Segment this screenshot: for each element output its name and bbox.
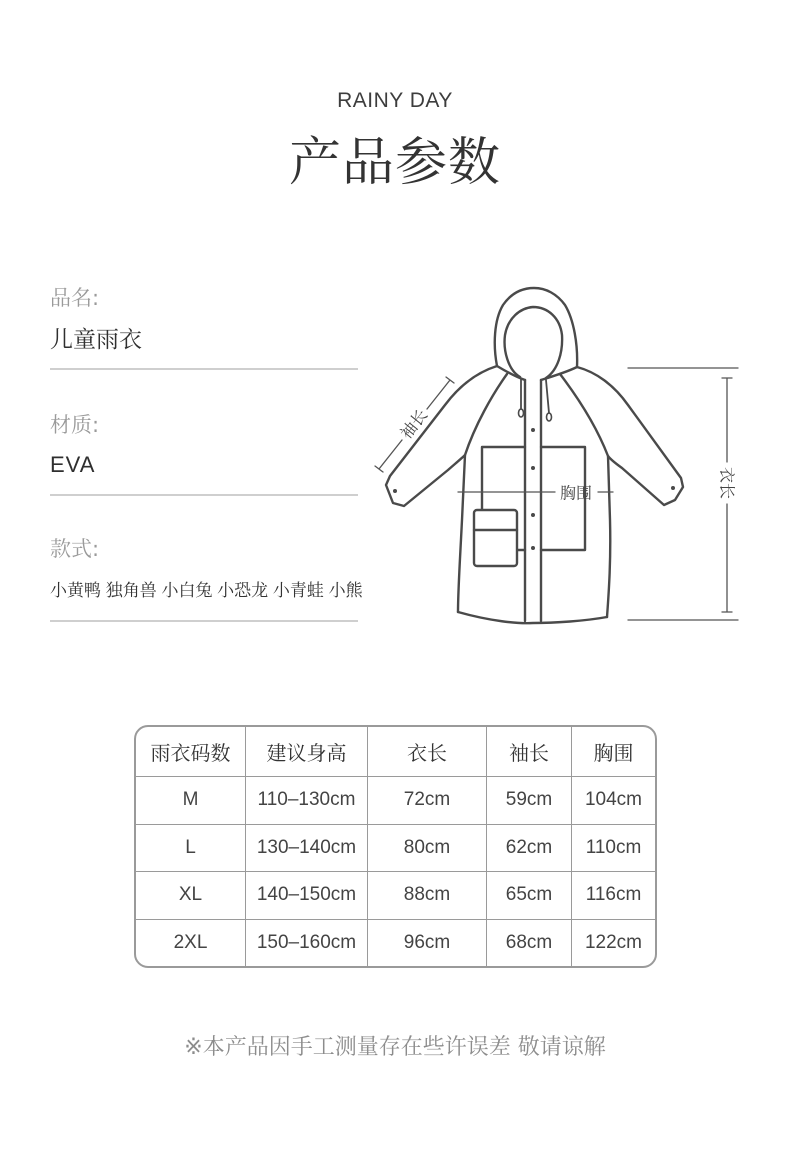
eyebrow-text: RAINY DAY [337,89,453,112]
cell-sleeve: 68cm [486,920,571,967]
sleeve-length-label: 袖长 [396,405,432,443]
table-row [136,871,655,919]
cell-size: L [185,836,196,858]
cell-height: 130–140cm [245,825,367,872]
cell-chest: 122cm [571,920,655,967]
button-dot [531,466,535,470]
cell-height: 110–130cm [245,777,367,824]
cell-length: 96cm [367,920,486,967]
side-pocket [474,510,517,566]
table-header-row [136,727,655,776]
collar-line [497,366,577,380]
cell-sleeve: 62cm [486,825,571,872]
cell-chest: 110cm [571,825,655,872]
left-sleeve-and-body [386,366,497,612]
column-header-height: 建议身高 [245,727,367,776]
column-header-size: 雨衣码数 [150,741,231,765]
spec-value-name: 儿童雨衣 [50,326,142,352]
hood-opening [505,307,563,378]
table-row [136,919,655,967]
cell-chest: 116cm [571,872,655,919]
spec-label-material: 材质: [50,413,100,437]
raincoat-diagram [370,280,745,640]
right-sleeve-and-body [577,367,683,617]
cell-sleeve: 65cm [486,872,571,919]
hem-line [458,612,607,623]
button-dot [531,546,535,550]
cell-length: 72cm [367,777,486,824]
spec-value-material: EVA [50,452,96,477]
size-table [134,725,657,968]
divider [50,494,358,496]
divider [50,368,358,370]
cuff-dot [393,489,397,493]
column-header-sleeve: 袖长 [486,727,571,776]
page-title: 产品参数 [288,133,501,193]
front-placket [525,380,541,621]
cuff-dot [671,486,675,490]
cell-length: 80cm [367,825,486,872]
cell-height: 140–150cm [245,872,367,919]
column-header-length: 衣长 [367,727,486,776]
cell-size: M [182,789,199,811]
table-row [136,824,655,872]
spec-label-name: 品名: [50,286,100,310]
column-header-chest: 胸围 [571,727,655,776]
raglan-seams [465,374,608,456]
cell-chest: 104cm [571,777,655,824]
spec-label-styles: 款式: [50,537,100,561]
cell-size: XL [178,884,203,906]
drawstring-toggle [519,409,524,417]
table-row [136,776,655,824]
cell-sleeve: 59cm [486,777,571,824]
spec-value-styles: 小黄鸭 独角兽 小白兔 小恐龙 小青蛙 小熊 [50,581,363,600]
drawstring-toggle [547,413,552,421]
cell-size: 2XL [173,931,208,953]
cell-length: 88cm [367,872,486,919]
button-dot [531,513,535,517]
body-length-label: 衣长 [717,466,737,500]
button-dot [531,428,535,432]
chest-label: 胸围 [559,483,593,503]
cell-height: 150–160cm [245,920,367,967]
divider [50,620,358,622]
measurement-disclaimer: ※本产品因手工测量存在些许误差 敬请谅解 [184,1035,606,1060]
